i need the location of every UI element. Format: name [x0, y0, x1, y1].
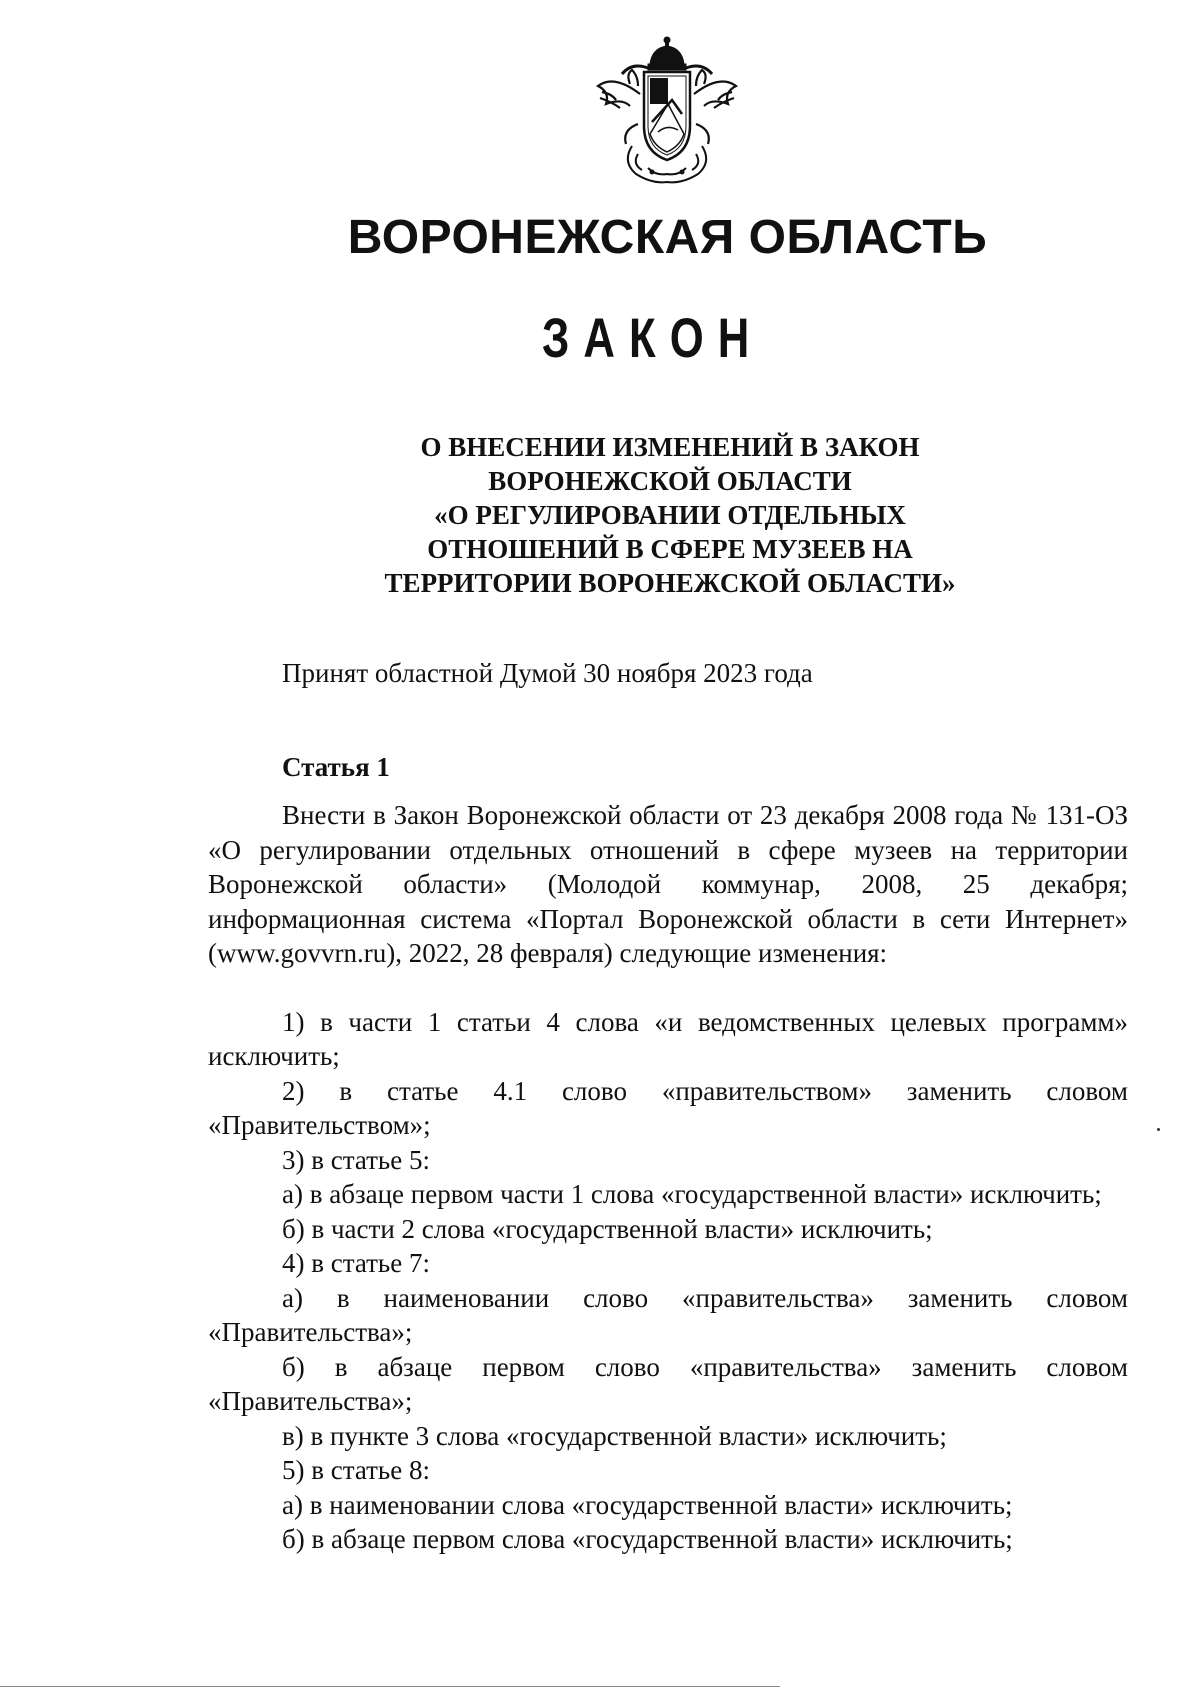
- law-name-line: ОТНОШЕНИЙ В СФЕРЕ МУЗЕЕВ НА: [427, 534, 913, 564]
- coat-of-arms-icon: [592, 34, 742, 186]
- amendment-item: 2) в статье 4.1 слово «правительством» заменить словом «Правительством»;: [208, 1075, 1128, 1140]
- law-name-line: ТЕРРИТОРИИ ВОРОНЕЖСКОЙ ОБЛАСТИ»: [384, 568, 956, 598]
- document-type-title: ЗАКОН: [541, 306, 764, 369]
- amendment-item: 4) в статье 7:: [282, 1248, 430, 1278]
- law-name-line: «О РЕГУЛИРОВАНИИ ОТДЕЛЬНЫХ: [434, 500, 906, 530]
- amendment-item: а) в абзаце первом части 1 слова «государственной власти» исключить;: [282, 1179, 1102, 1209]
- amendment-item: а) в наименовании слова «государственной власти» исключить;: [282, 1489, 1013, 1520]
- amendment-item: в) в пункте 3 слова «государственной власти» исключить;: [282, 1420, 947, 1451]
- amendment-item: 5) в статье 8:: [282, 1455, 430, 1485]
- article-body: [208, 798, 1128, 1557]
- law-name: [330, 430, 1010, 600]
- scan-edge-line: [0, 1686, 780, 1687]
- region-title: ВОРОНЕЖСКАЯ ОБЛАСТЬ: [347, 211, 988, 264]
- amendment-item: 1) в части 1 статьи 4 слова «и ведомственных целевых программ» исключить;: [208, 1006, 1128, 1071]
- article-intro: Внести в Закон Воронежской области от 23 декабря 2008 года № 131-ОЗ «О регулировании отдельных отношений в сфере музеев на территории Воронежской области» (Молодой коммунар, 2008, 25 декабря; информационная система «Портал Воронежской области в сети Интернет» (www.govvrn.ru), 2022, 28 февраля) следующие изменения:: [208, 800, 1128, 968]
- article-heading: Статья 1: [282, 752, 390, 782]
- law-name-line: ВОРОНЕЖСКОЙ ОБЛАСТИ: [488, 466, 852, 496]
- amendment-item: 3) в статье 5:: [282, 1144, 430, 1175]
- adoption-date: Принят областной Думой 30 ноября 2023 года: [282, 658, 813, 688]
- scan-speck: [1157, 1128, 1160, 1131]
- amendment-item: б) в абзаце первом слово «правительства» заменить словом «Правительства»;: [208, 1351, 1128, 1416]
- law-name-line: О ВНЕСЕНИИ ИЗМЕНЕНИЙ В ЗАКОН: [420, 432, 920, 462]
- amendment-item: б) в части 2 слова «государственной власти» исключить;: [282, 1213, 933, 1244]
- amendment-item: б) в абзаце первом слова «государственной власти» исключить;: [282, 1524, 1013, 1554]
- amendment-item: а) в наименовании слово «правительства» заменить словом «Правительства»;: [208, 1282, 1128, 1347]
